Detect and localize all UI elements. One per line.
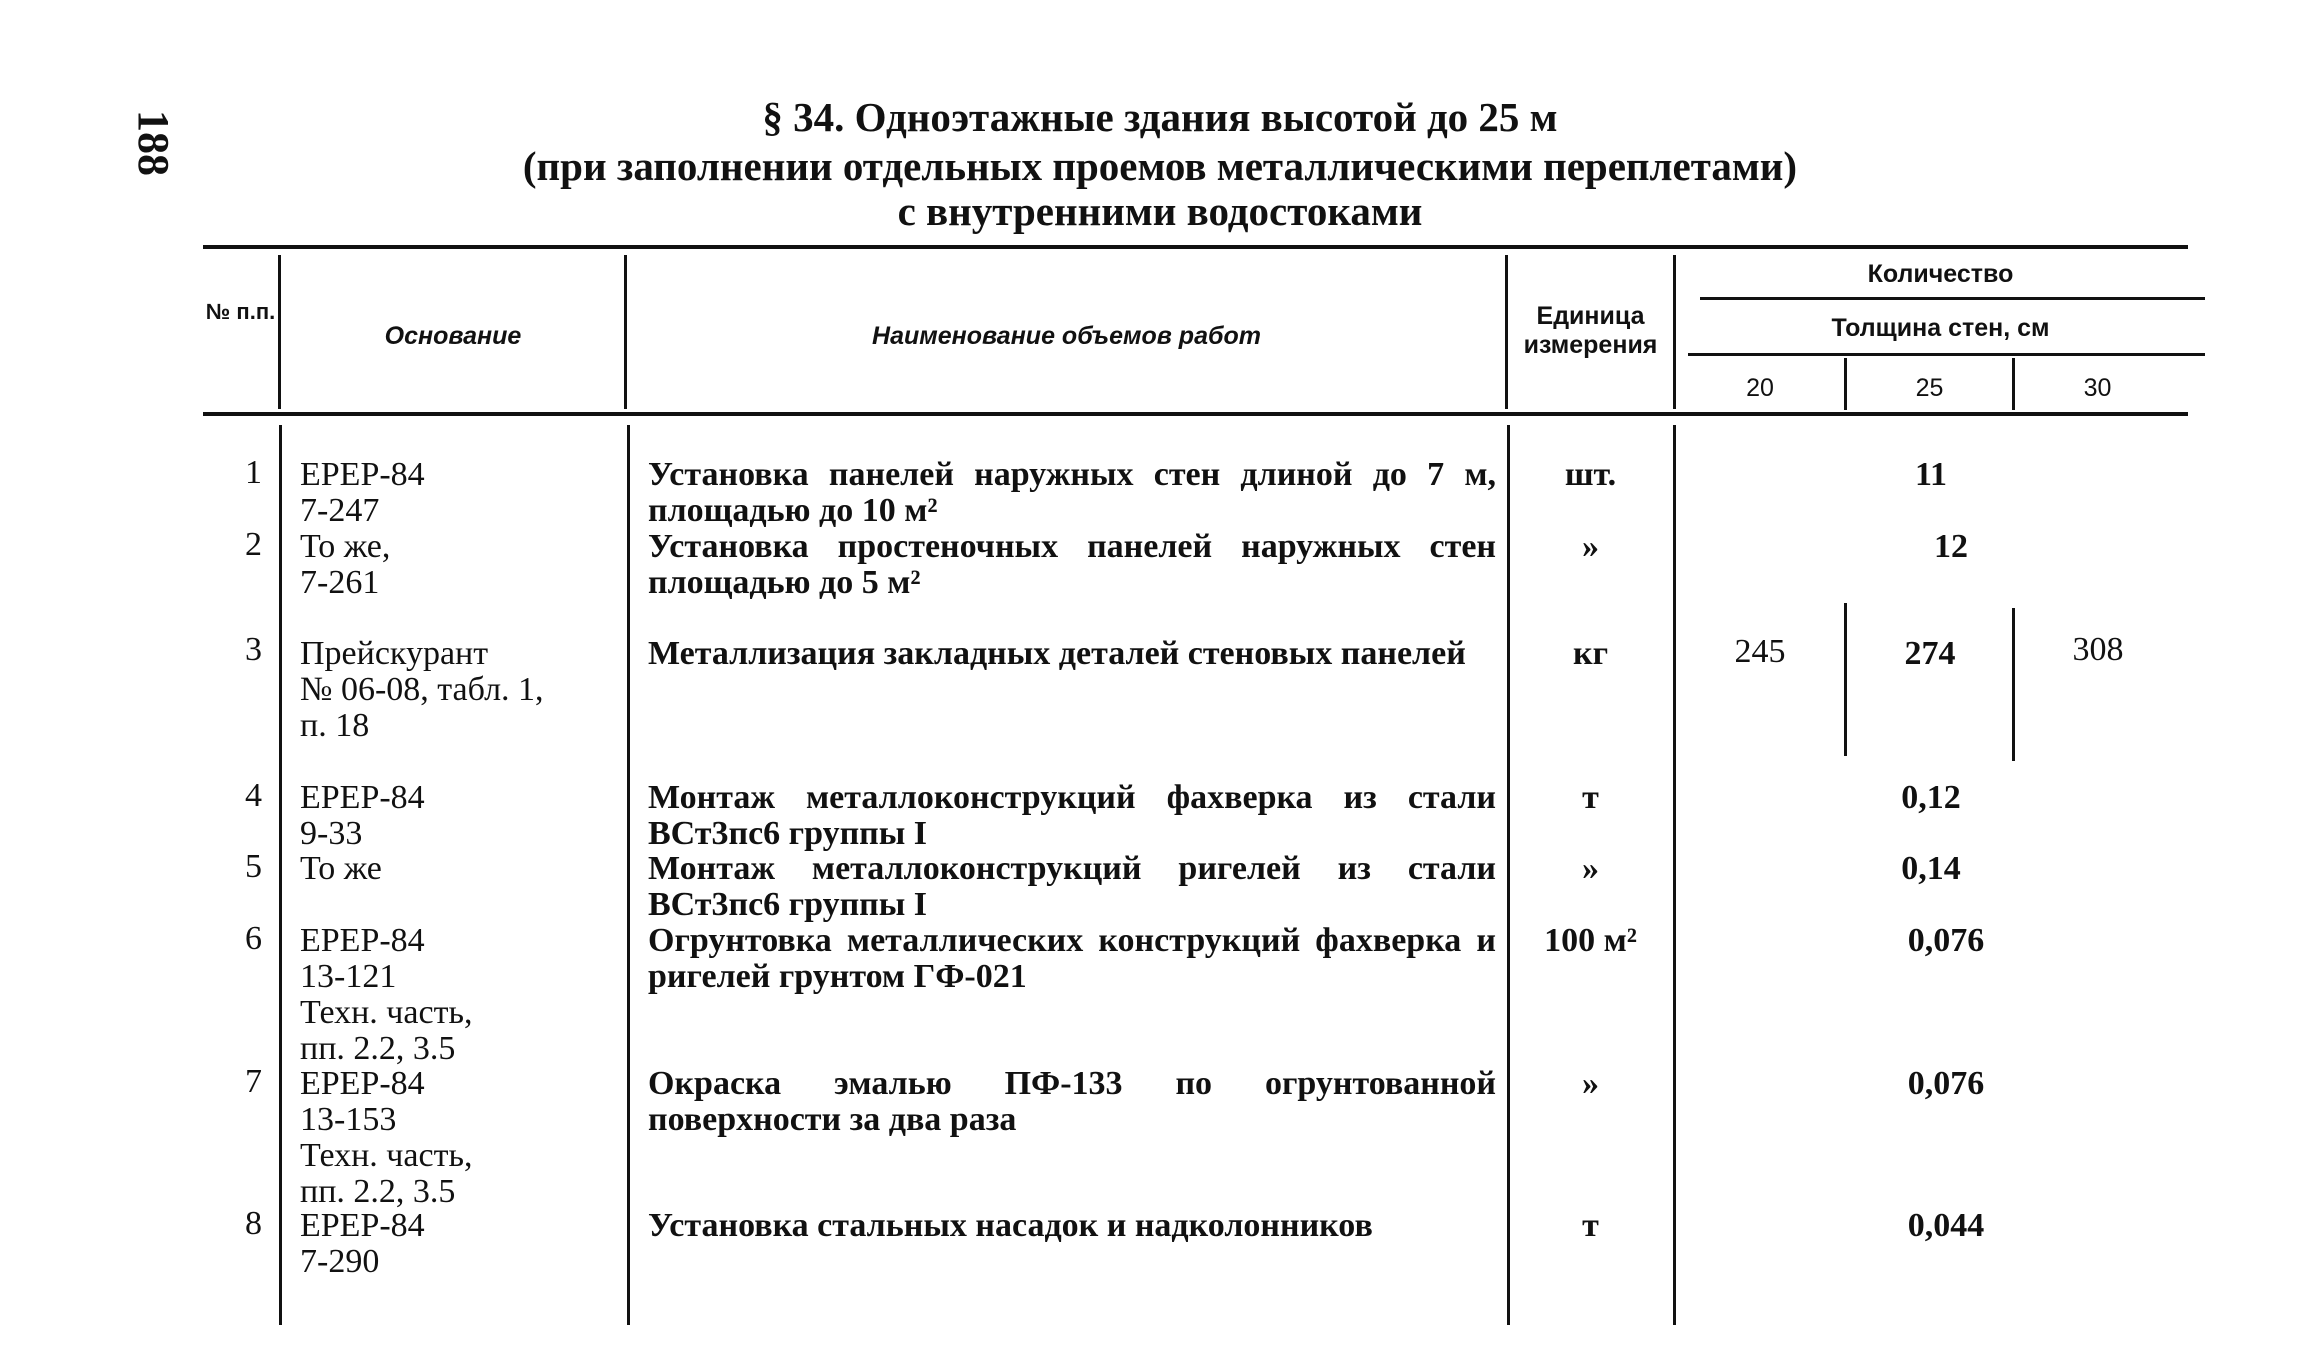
row-1-basis-1: ЕРЕР-84 [300,456,425,493]
row-5-basis-1: То же [300,850,382,887]
row-1-qty: 11 [1914,456,1948,493]
col-rule-2 [624,255,627,409]
row-1-num: 1 [245,454,262,491]
row-3-unit: кг [1572,635,1609,672]
row3-rule-20-25 [1844,603,1847,756]
row-4-unit: т [1582,779,1599,816]
row-6-basis-4: пп. 2.2, 3.5 [300,1030,456,1067]
row-1-basis-2: 7-247 [300,492,380,529]
col-rule-4b [1673,425,1676,1325]
row-6-unit: 100 м² [1544,922,1637,959]
col-rule-1 [278,255,281,409]
row-6-basis-3: Техн. часть, [300,994,473,1031]
row-7-num: 7 [245,1063,262,1100]
row-3-qty-25: 274 [1904,635,1956,672]
row-7-basis-4: пп. 2.2, 3.5 [300,1173,456,1210]
header-num: № п.п. [205,299,276,324]
row-1-unit: шт. [1564,456,1617,493]
row-2-basis-1: То же, [300,528,391,565]
section-subtitle-2: с внутренними водостоками [897,188,1423,234]
row-5-unit: » [1582,850,1599,887]
row-5-qty: 0,14 [1901,850,1961,887]
row3-rule-25-30 [2012,608,2015,761]
header-work: Наименование объемов работ [872,322,1261,350]
row-8-work: Установка стальных насадок и надколонников [648,1207,1373,1244]
row-3-qty-20: 245 [1734,633,1786,670]
row-4-basis-1: ЕРЕР-84 [300,779,425,816]
row-7-basis-3: Техн. часть, [300,1137,473,1174]
header-t30: 30 [2083,374,2112,402]
row-3-work: Металлизация закладных деталей стеновых панелей [648,635,1466,672]
row-5-work: Монтаж металлоконструкций ригелей из стали ВСт3пс6 группы I [648,850,1496,923]
header-quantity: Количество [1867,260,2014,288]
header-unit: Единица измерения [1523,302,1658,359]
row-5-num: 5 [245,848,262,885]
section-title: § 34. Одноэтажные здания высотой до 25 м [762,94,1558,140]
header-basis: Основание [384,322,522,350]
row-3-basis-2: № 06-08, табл. 1, [300,671,544,708]
row-4-qty: 0,12 [1901,779,1961,816]
row-2-num: 2 [245,526,262,563]
row-1-work: Установка панелей наружных стен длиной до 7 м, площадью до 10 м² [648,456,1496,529]
row-3-basis-1: Прейскурант [300,635,489,672]
row-3-qty-30: 308 [2072,631,2124,668]
row-4-work: Монтаж металлоконструкций фахверка из стали ВСт3пс6 группы I [648,779,1496,852]
row-4-basis-2: 9-33 [300,815,363,852]
row-2-qty: 12 [1934,528,1968,565]
header-bottom-rule [203,412,2188,416]
section-subtitle: (при заполнении отдельных проемов металлическими переплетами) [522,143,1798,189]
col-rule-1b [279,425,282,1325]
row-2-basis-2: 7-261 [300,564,380,601]
row-6-num: 6 [245,920,262,957]
row-7-qty: 0,076 [1907,1065,1985,1102]
row-2-work: Установка простеночных панелей наружных стен площадью до 5 м² [648,528,1496,601]
row-2-unit: » [1582,528,1599,565]
row-7-basis-2: 13-153 [300,1101,397,1138]
row-3-num: 3 [245,631,262,668]
table-top-rule [203,245,2188,249]
row-8-num: 8 [245,1205,262,1242]
header-t20: 20 [1746,374,1774,402]
row-6-basis-2: 13-121 [300,958,397,995]
page-number: 188 [129,110,178,176]
col-rule-2b [627,425,630,1325]
row-4-num: 4 [245,777,262,814]
row-8-qty: 0,044 [1907,1207,1985,1244]
row-7-work: Окраска эмалью ПФ-133 по огрунтованной поверхности за два раза [648,1065,1496,1138]
row-6-basis-1: ЕРЕР-84 [300,922,425,959]
quantity-rule [1700,297,2205,300]
row-8-basis-1: ЕРЕР-84 [300,1207,425,1244]
row-6-qty: 0,076 [1907,922,1985,959]
row-8-basis-2: 7-290 [300,1243,380,1280]
row-8-unit: т [1582,1207,1599,1244]
thickness-rule [1688,353,2205,356]
row-7-unit: » [1582,1065,1599,1102]
row-3-basis-3: п. 18 [300,707,370,744]
row-6-work: Огрунтовка металлических конструкций фахверка и ригелей грунтом ГФ-021 [648,922,1496,995]
header-thickness: Толщина стен, см [1831,314,2050,342]
header-t25: 25 [1915,374,1944,402]
row-7-basis-1: ЕРЕР-84 [300,1065,425,1102]
